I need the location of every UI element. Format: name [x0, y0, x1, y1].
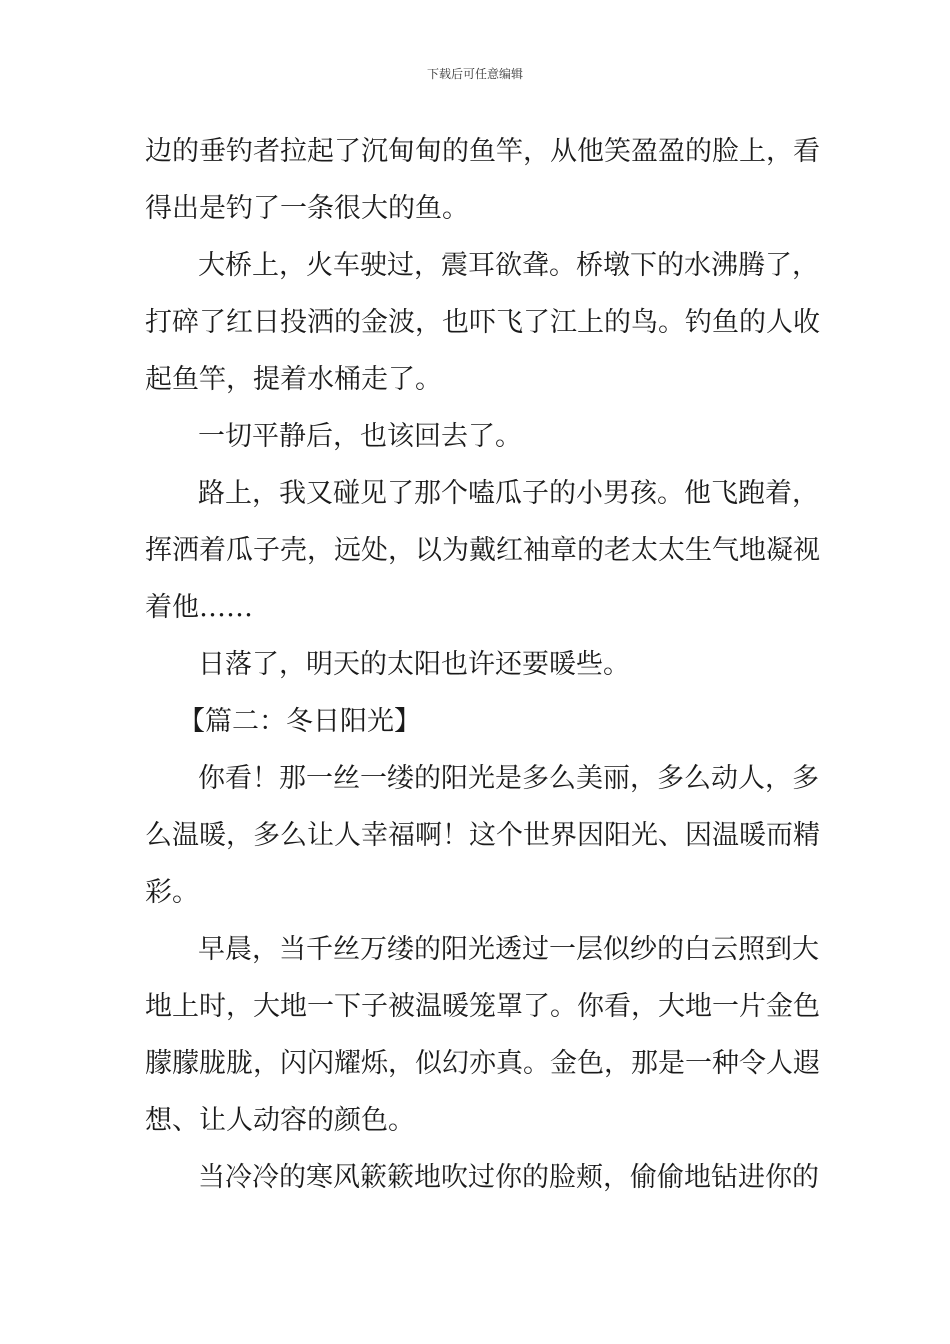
- paragraph-start: 你看！那一丝一缕的阳光是多么美丽，多么动人，多: [198, 763, 819, 794]
- text-line: 起鱼竿，提着水桶走了。: [145, 364, 442, 395]
- paragraph-start: 大桥上，火车驶过，震耳欲聋。桥墩下的水沸腾了，: [198, 250, 819, 281]
- text-line: 地上时，大地一下子被温暖笼罩了。你看，大地一片金色: [145, 991, 820, 1022]
- text-line: 着他……: [145, 592, 253, 623]
- text-line: 边的垂钓者拉起了沉甸甸的鱼竿，从他笑盈盈的脸上，看: [145, 136, 820, 167]
- paragraph-start: 一切平静后，也该回去了。: [198, 421, 522, 452]
- paragraph-start: 当冷冷的寒风簌簌地吹过你的脸颊，偷偷地钻进你的: [198, 1162, 819, 1193]
- paragraph-start: 路上，我又碰见了那个嗑瓜子的小男孩。他飞跑着，: [198, 478, 819, 509]
- paragraph-start: 早晨，当千丝万缕的阳光透过一层似纱的白云照到大: [198, 934, 819, 965]
- text-line: 打碎了红日投洒的金波，也吓飞了江上的鸟。钓鱼的人收: [145, 307, 820, 338]
- text-line: 想、让人动容的颜色。: [145, 1105, 415, 1136]
- section-heading: 【篇二：冬日阳光】: [178, 706, 421, 737]
- text-line: 朦朦胧胧，闪闪耀烁，似幻亦真。金色，那是一种令人遐: [145, 1048, 820, 1079]
- text-line: 么温暖，多么让人幸福啊！这个世界因阳光、因温暖而精: [145, 820, 820, 851]
- page-header: 下载后可任意编辑: [426, 67, 523, 81]
- text-line: 挥洒着瓜子壳，远处，以为戴红袖章的老太太生气地凝视: [145, 535, 820, 566]
- paragraph-start: 日落了，明天的太阳也许还要暖些。: [198, 649, 630, 680]
- text-line: 得出是钓了一条很大的鱼。: [145, 193, 469, 224]
- text-line: 彩。: [145, 877, 199, 908]
